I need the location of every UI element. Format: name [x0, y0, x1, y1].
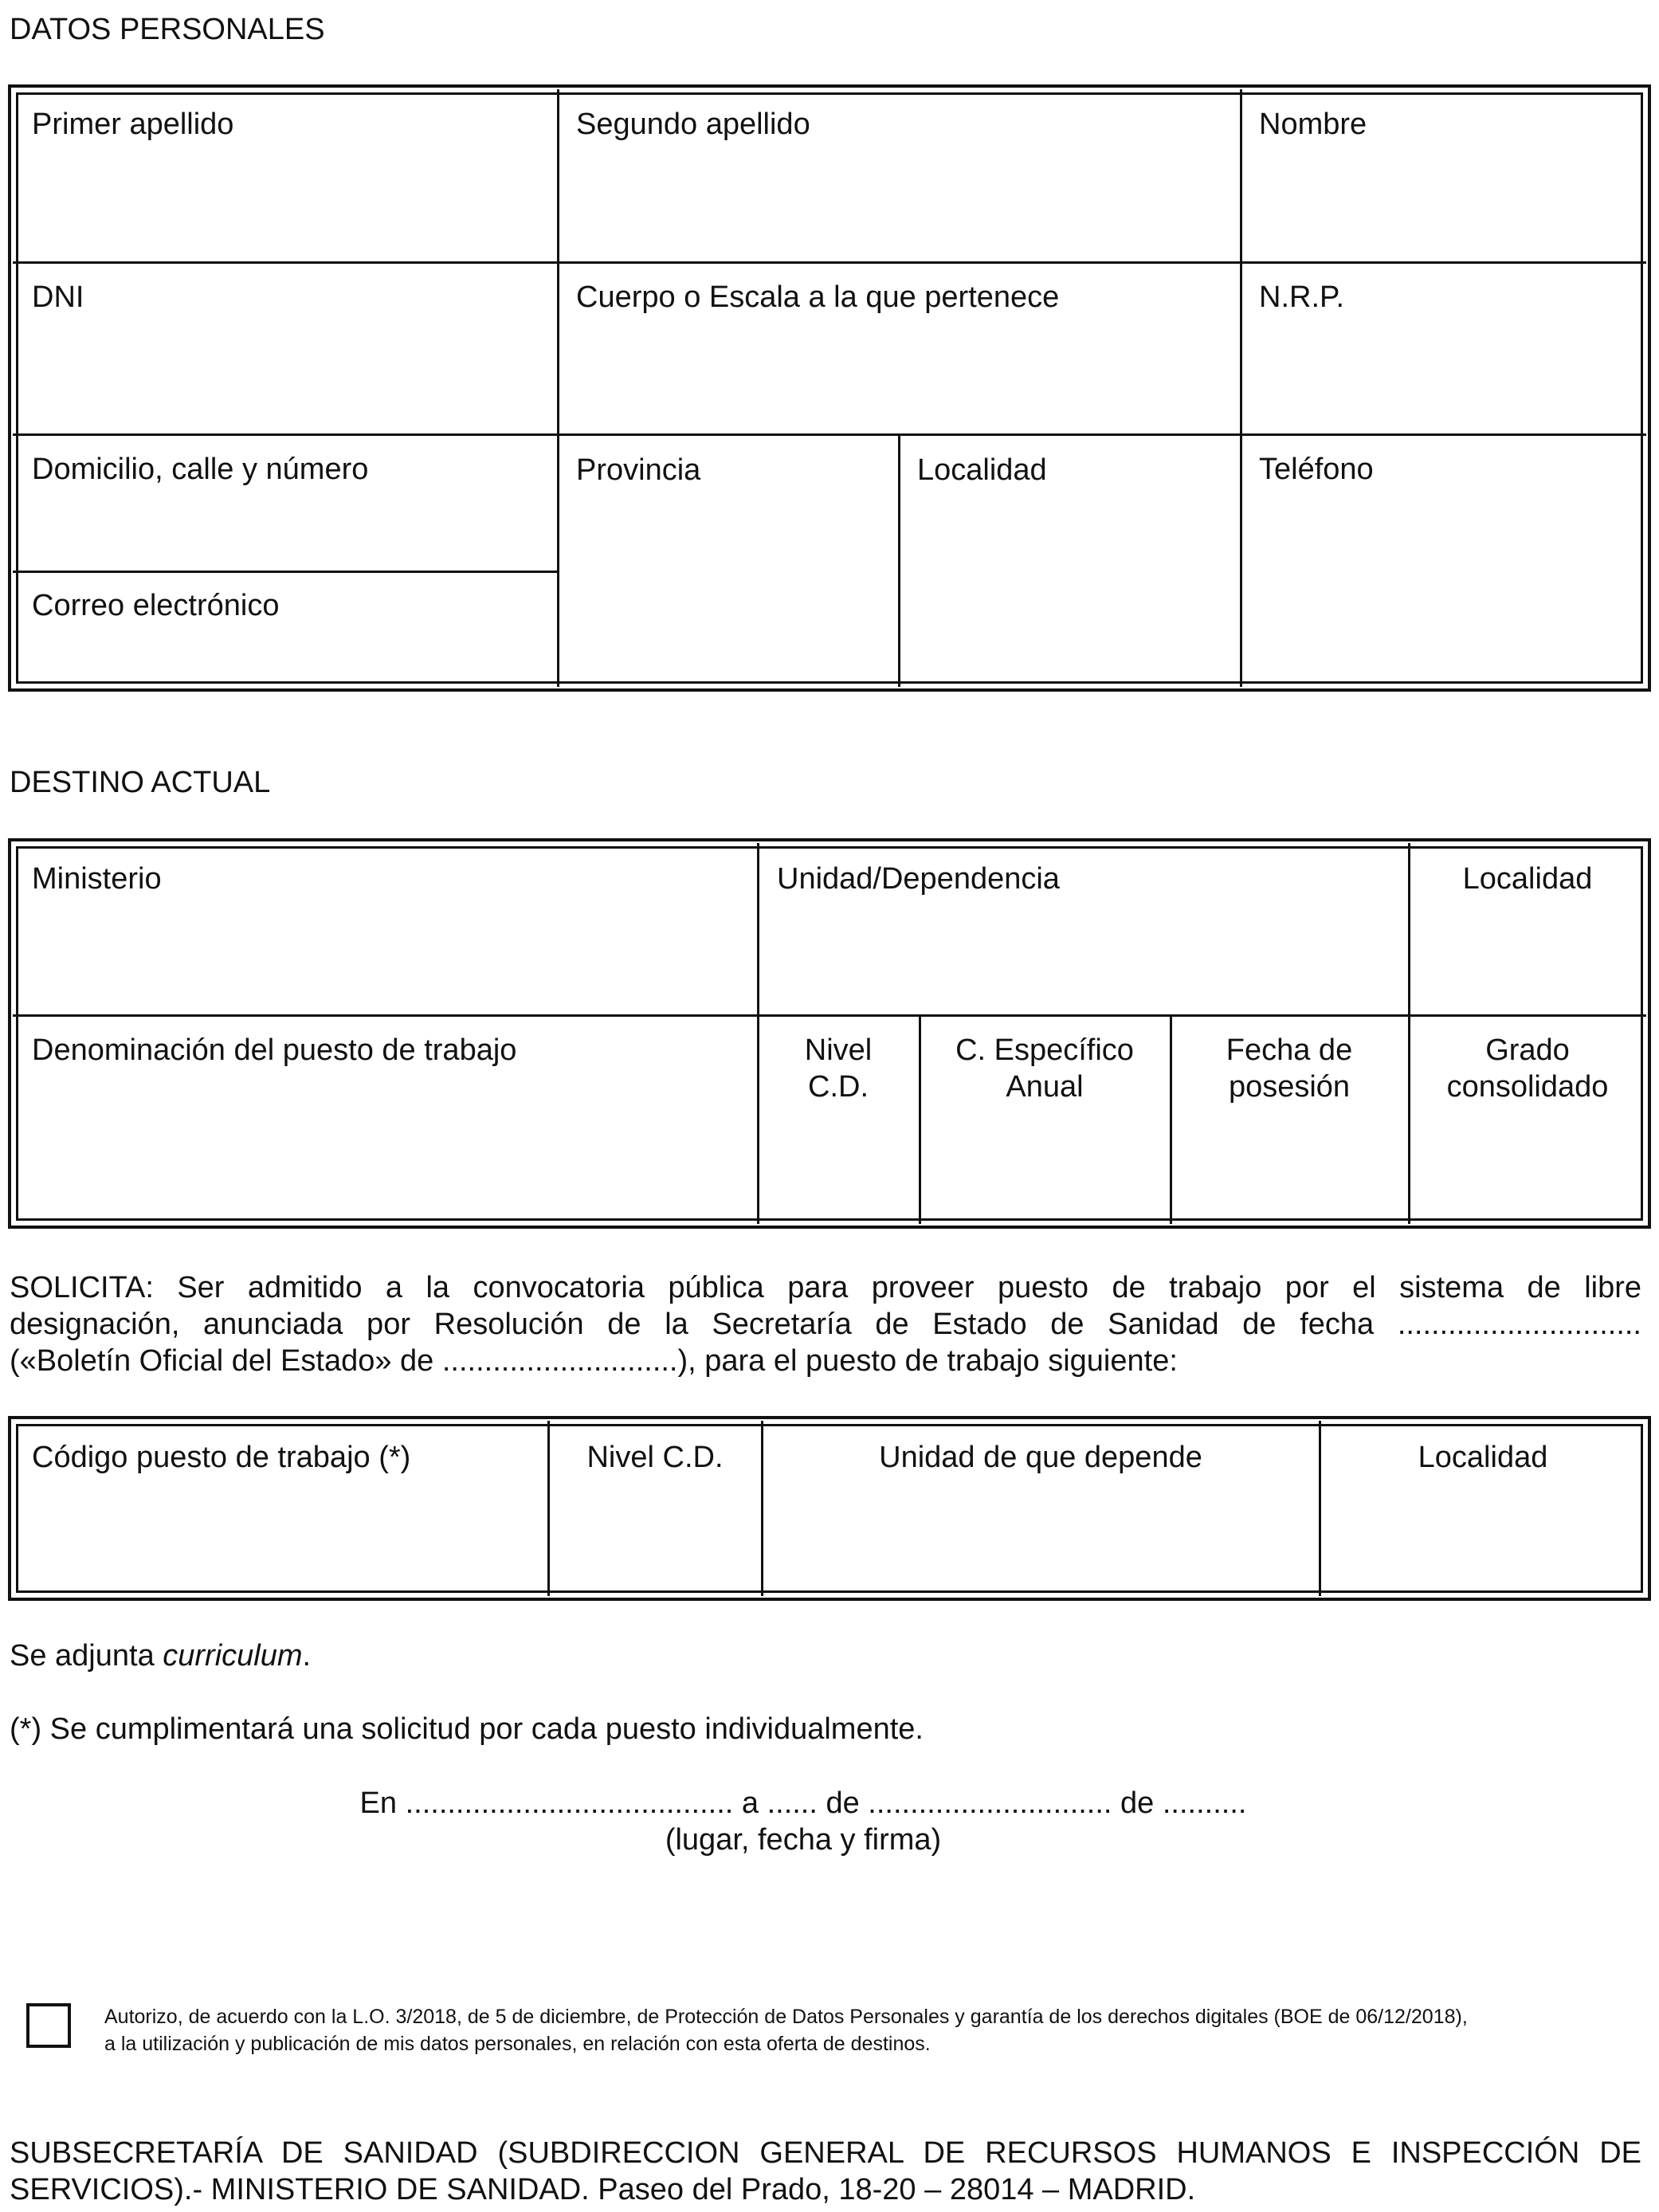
field-segundo-apellido[interactable]: Segundo apellido: [576, 108, 810, 141]
field-cuerpo-escala[interactable]: Cuerpo o Escala a la que pertenece: [576, 280, 1060, 314]
field-codigo-puesto[interactable]: Código puesto de trabajo (*): [32, 1441, 411, 1474]
adjunta-curriculum: [10, 1637, 311, 1674]
solicita-line-1: SOLICITA: Ser admitido a la convocatoria pública para proveer puesto de trabajo por el sistema de libre: [10, 1271, 1641, 1304]
divider: [13, 571, 558, 573]
divider: [13, 433, 1646, 436]
field-denominacion-puesto[interactable]: Denominación del puesto de trabajo: [32, 1033, 517, 1067]
field-dni[interactable]: DNI: [32, 280, 84, 314]
field-nombre[interactable]: Nombre: [1259, 108, 1367, 141]
solicita-line-2: designación, anunciada por Resolución de la Secretaría de Estado de Sanidad de fecha .............................: [10, 1308, 1641, 1341]
divider: [13, 261, 1646, 264]
field-ministerio[interactable]: Ministerio: [32, 862, 162, 896]
divider: [13, 1014, 1646, 1017]
field-nivel-cd-line1[interactable]: Nivel: [804, 1033, 873, 1067]
field-nrp[interactable]: N.R.P.: [1259, 280, 1345, 314]
field-provincia[interactable]: Provincia: [576, 453, 701, 487]
field-fecha-posesion-line1[interactable]: Fecha de: [1226, 1033, 1353, 1067]
footer-line-2: SERVICIOS).- MINISTERIO DE SANIDAD. Paseo del Prado, 18-20 – 28014 – MADRID.: [10, 2173, 1196, 2206]
field-unidad-que-depende[interactable]: Unidad de que depende: [879, 1441, 1202, 1474]
field-grado-line1[interactable]: Grado: [1485, 1033, 1570, 1067]
divider: [898, 435, 900, 687]
field-destino-localidad[interactable]: Localidad: [1462, 862, 1593, 896]
field-especifico-line1[interactable]: C. Específico: [955, 1033, 1134, 1067]
footer-line-1: SUBSECRETARÍA DE SANIDAD (SUBDIRECCION GENERAL DE RECURSOS HUMANOS E INSPECCIÓN DE: [10, 2136, 1641, 2170]
consent-text-line-1: Autorizo, de acuerdo con la L.O. 3/2018, de 5 de diciembre, de Protección de Datos Personales y garantía de los derechos digitales (BOE de 06/12/2018),: [104, 2006, 1468, 2028]
field-unidad-dependencia[interactable]: Unidad/Dependencia: [777, 862, 1060, 896]
consent-checkbox[interactable]: [26, 2003, 71, 2048]
field-fecha-posesion-line2: posesión: [1228, 1070, 1351, 1104]
solicita-line-3: («Boletín Oficial del Estado» de ............................), para el puesto de trabajo siguiente:: [10, 1344, 1178, 1378]
section-title-datos-personales: DATOS PERSONALES: [10, 13, 325, 46]
signature-caption: (lugar, fecha y firma): [665, 1823, 942, 1857]
field-correo-electronico[interactable]: Correo electrónico: [32, 589, 280, 622]
adjunta-suffix: .: [302, 1639, 312, 1673]
field-primer-apellido[interactable]: Primer apellido: [32, 108, 234, 141]
footnote-asterisk: (*) Se cumplimentará una solicitud por cada puesto individualmente.: [10, 1712, 924, 1746]
field-domicilio[interactable]: Domicilio, calle y número: [32, 453, 369, 486]
consent-text-line-2: a la utilización y publicación de mis datos personales, en relación con esta oferta de destinos.: [104, 2033, 931, 2055]
divider: [557, 89, 559, 687]
signature-line: En ....................................... a ...... de ............................. de ..........: [359, 1786, 1247, 1820]
field-grado-line2: consolidado: [1446, 1070, 1609, 1104]
field-especifico-line2: Anual: [1006, 1070, 1084, 1104]
field-telefono[interactable]: Teléfono: [1259, 453, 1374, 486]
adjunta-prefix: Se adjunta: [10, 1639, 163, 1673]
adjunta-italic: curriculum: [163, 1639, 303, 1673]
divider: [1240, 89, 1242, 687]
field-puesto-nivel-cd[interactable]: Nivel C.D.: [586, 1441, 724, 1474]
field-puesto-localidad[interactable]: Localidad: [1418, 1441, 1548, 1474]
field-localidad[interactable]: Localidad: [917, 453, 1047, 487]
field-nivel-cd-line2: C.D.: [808, 1070, 869, 1104]
section-title-destino-actual: DESTINO ACTUAL: [10, 766, 271, 799]
